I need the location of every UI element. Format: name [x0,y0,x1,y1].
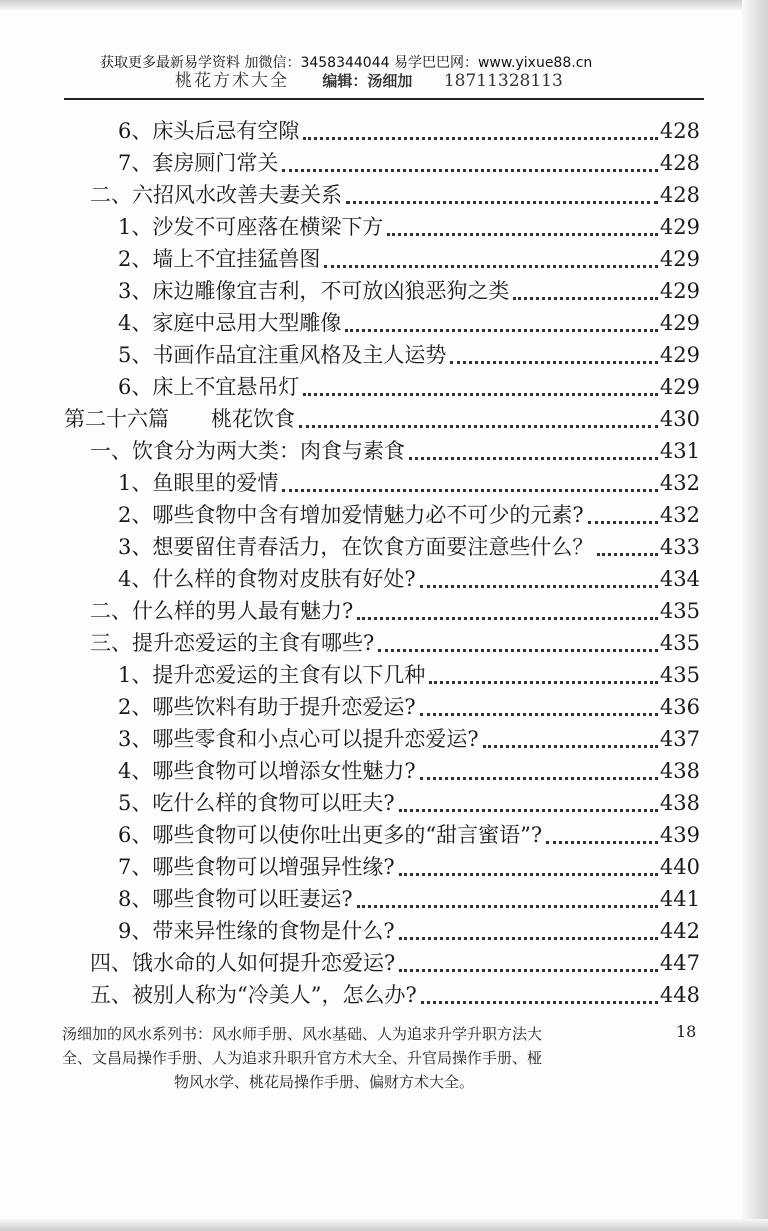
dot-leader [597,539,658,556]
dot-leader [420,571,658,588]
dot-leader [282,155,658,172]
toc-entry-page: 429 [659,247,700,271]
toc-entry-title: 1、提升恋爱运的主食有以下几种 [118,663,426,687]
dot-leader [346,187,658,204]
page-right-edge [742,0,768,1231]
toc-entry-title: 7、套房厕门常关 [118,151,279,175]
toc-entry-page: 432 [659,503,700,527]
toc-entry-title: 7、哪些食物可以增强异性缘? [118,855,395,879]
toc-entry [118,754,700,786]
toc-entry [118,562,700,594]
toc-entry-title: 6、床头后忌有空隙 [118,119,300,143]
toc-entry-title: 1、沙发不可座落在横梁下方 [118,215,384,239]
toc-entry [90,946,700,978]
toc-entry-title: 2、哪些食物中含有增加爱情魅力必不可少的元素? [118,503,584,527]
toc-entry-page: 429 [659,375,700,399]
toc-entry [118,850,700,882]
toc-entry-page: 448 [659,983,700,1007]
editor-credit: 编辑：汤细加 [322,72,413,90]
dot-leader [282,475,658,492]
page-number: 18 [676,1022,697,1041]
toc-entry-page: 442 [659,919,700,943]
dot-leader [303,123,658,140]
toc-entry-page: 429 [659,343,700,367]
dot-leader [399,795,658,812]
toc-entry [118,114,700,146]
toc-entry-page: 429 [659,215,700,239]
dot-leader [357,603,658,620]
dot-leader [450,347,658,364]
toc-entry-title: 4、家庭中忌用大型雕像 [118,311,342,335]
watermark-text: 获取更多最新易学资料 加微信：3458344044 易学巴巴网：www.yixue88.cn [100,55,593,71]
toc-entry-page: 434 [659,567,700,591]
page-bottom-edge [0,1219,768,1231]
toc-entry [118,690,700,722]
dot-leader [399,923,658,940]
toc-entry [118,818,700,850]
dot-leader [345,315,658,332]
toc-entry [118,914,700,946]
header-rule [64,98,704,100]
toc-entry [118,338,700,370]
toc-entry-title: 5、书画作品宜注重风格及主人运势 [118,343,447,367]
dot-leader [409,443,658,460]
toc-entry-title: 一、饮食分为两大类：肉食与素食 [90,439,405,463]
toc-entry-page: 429 [659,311,700,335]
toc-entry-title: 6、床上不宜悬吊灯 [118,375,300,399]
toc-entry-page: 436 [659,695,700,719]
toc-entry [64,402,700,434]
toc-entry-title: 3、床边雕像宜吉利，不可放凶狼恶狗之类 [118,279,510,303]
dot-leader [420,699,658,716]
toc-entry-page: 437 [659,727,700,751]
toc-entry-title: 第二十六篇 桃花饮食 [64,407,295,431]
toc-entry-title: 8、哪些食物可以旺妻运? [118,887,353,911]
dot-leader [357,891,658,908]
book-title: 桃花方术大全 [175,71,289,91]
editor-phone: 18711328113 [443,71,563,91]
dot-leader [429,667,658,684]
toc-entry [90,178,700,210]
dot-leader [378,635,658,652]
dot-leader [324,251,658,268]
footer-line: 全、文昌局操作手册、人为追求升职升官方术大全、升官局操作手册、桠 [62,1049,543,1067]
toc-entry-title: 4、哪些食物可以增添女性魅力? [118,759,416,783]
toc-entry-page: 431 [659,439,700,463]
toc-entry-title: 五、被别人称为“冷美人”，怎么办? [90,983,417,1007]
toc-entry-title: 9、带来异性缘的食物是什么? [118,919,395,943]
dot-leader [399,955,658,972]
footer-line: 物风水学、桃花局操作手册、偏财方术大全。 [174,1073,475,1091]
dot-leader [483,731,658,748]
toc-entry [118,786,700,818]
toc-entry [118,370,700,402]
toc-entry-title: 2、墙上不宜挂猛兽图 [118,247,321,271]
toc-entry [118,306,700,338]
toc-entry-page: 439 [659,823,700,847]
toc-entry-title: 二、什么样的男人最有魅力? [90,599,354,623]
dot-leader [299,411,658,428]
toc-entry [118,722,700,754]
toc-entry-page: 438 [659,759,700,783]
toc-entry-page: 428 [659,119,700,143]
toc-entry-page: 433 [659,535,700,559]
toc-entry-page: 429 [659,279,700,303]
toc-entry [118,242,700,274]
page-top-edge [0,0,768,10]
toc-entry [118,146,700,178]
toc-entry [90,594,700,626]
toc-entry-page: 435 [659,663,700,687]
toc-entry [118,530,700,562]
toc-entry [118,466,700,498]
toc-entry [118,274,700,306]
toc-entry-page: 441 [659,887,700,911]
toc-entry [118,658,700,690]
dot-leader [421,987,658,1004]
toc-entry-title: 2、哪些饮料有助于提升恋爱运? [118,695,416,719]
toc-entry-title: 四、饿水命的人如何提升恋爱运? [90,951,396,975]
dot-leader [546,827,658,844]
toc-entry-title: 6、哪些食物可以使你吐出更多的“甜言蜜语”? [118,823,543,847]
toc-entry-title: 1、鱼眼里的爱情 [118,471,279,495]
dot-leader [513,283,658,300]
footer-line: 汤细加的风水系列书：风水师手册、风水基础、人为追求升学升职方法大 [62,1025,543,1043]
toc-entry [90,978,700,1010]
toc-entry [90,626,700,658]
toc-entry-title: 三、提升恋爱运的主食有哪些? [90,631,375,655]
toc-entry-page: 428 [659,183,700,207]
dot-leader [399,859,658,876]
toc-entry-page: 432 [659,471,700,495]
dot-leader [420,763,658,780]
toc-entry-page: 447 [659,951,700,975]
toc-entry [90,434,700,466]
toc-entry-title: 5、吃什么样的食物可以旺夫? [118,791,395,815]
dot-leader [387,219,658,236]
toc-entry-page: 435 [659,631,700,655]
dot-leader [303,379,658,396]
toc-entry-title: 二、六招风水改善夫妻关系 [90,183,342,207]
toc-entry [118,498,700,530]
toc-entry-page: 435 [659,599,700,623]
footer-booklist [62,1022,622,1094]
toc-entry-page: 438 [659,791,700,815]
toc-entry-page: 430 [659,407,700,431]
toc-entry [118,882,700,914]
toc-entry-page: 428 [659,151,700,175]
toc-entry-page: 440 [659,855,700,879]
toc-entry-title: 3、哪些零食和小点心可以提升恋爱运? [118,727,479,751]
toc-entry-title: 4、什么样的食物对皮肤有好处? [118,567,416,591]
dot-leader [588,507,658,524]
toc-entry-title: 3、想要留住青春活力，在饮食方面要注意些什么？ [118,535,594,559]
toc-entry [118,210,700,242]
